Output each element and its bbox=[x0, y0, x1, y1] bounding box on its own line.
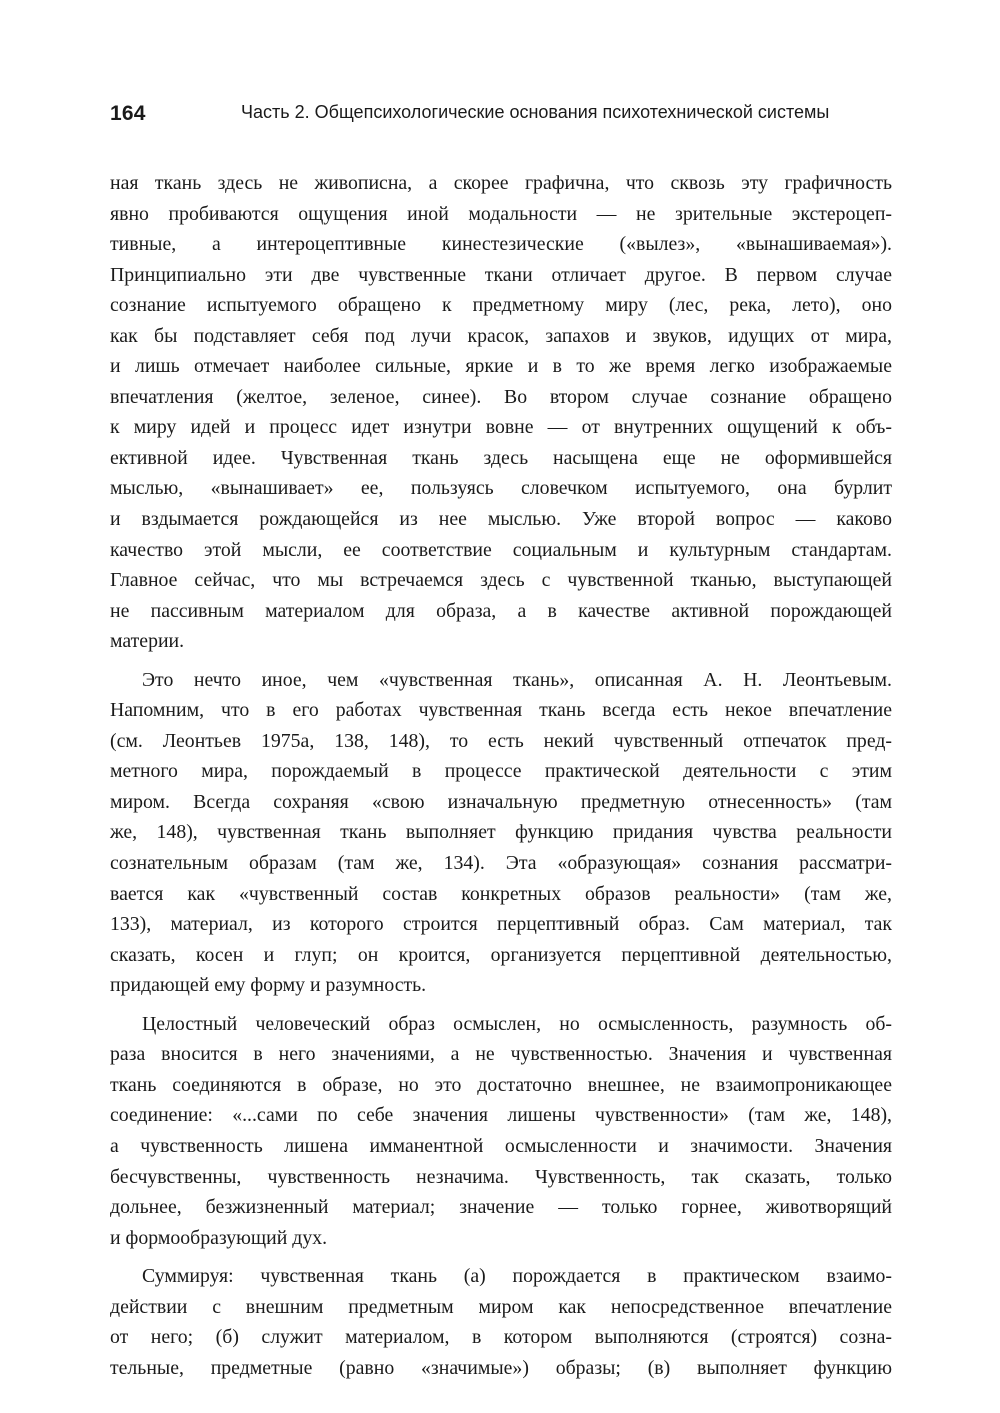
text-line: сознательным образам (там же, 134). Эта «образующая» сознания рассматри- bbox=[110, 852, 892, 875]
text-line: Принципиально эти две чувственные ткани отличает другое. В первом случае bbox=[110, 263, 892, 286]
text-line: к миру идей и процесс идет изнутри вовне — от внутренних ощущений к объ- bbox=[110, 416, 892, 439]
text-line: как бы подставляет себя под лучи красок, запахов и звуков, идущих от мира, bbox=[110, 324, 892, 347]
text-line: же, 148), чувственная ткань выполняет функцию придания чувства реальности bbox=[110, 821, 892, 844]
text-line: 133), материал, из которого строится перцептивный образ. Сам материал, так bbox=[110, 913, 892, 936]
text-line: (см. Леонтьев 1975а, 138, 148), то есть некий чувственный отпечаток пред- bbox=[110, 729, 892, 752]
text-line: миром. Всегда сохраняя «свою изначальную предметную отнесенность» (там bbox=[110, 790, 892, 813]
text-line: Целостный человеческий образ осмыслен, но осмысленность, разумность об- bbox=[142, 1012, 892, 1035]
text-line: ная ткань здесь не живописна, а скорее графична, что сквозь эту графичность bbox=[110, 172, 892, 194]
text-line: Суммируя: чувственная ткань (а) порождается в практическом взаимо- bbox=[142, 1265, 892, 1288]
text-line: раза вносится в него значениями, а не чувственностью. Значения и чувственная bbox=[110, 1043, 892, 1066]
text-line: Главное сейчас, что мы встречаемся здесь с чувственной тканью, выступающей bbox=[110, 569, 892, 592]
text-line: от него; (б) служит материалом, в котором выполняются (строятся) созна- bbox=[110, 1326, 892, 1349]
text-line: дольнее, безжизненный материал; значение — только горнее, животворящий bbox=[110, 1196, 892, 1219]
text-line: не пассивным материалом для образа, а в качестве активной порождающей bbox=[110, 599, 892, 622]
text-line: тивные, а интероцептивные кинестезические («вылез», «вынашиваемая»). bbox=[110, 233, 892, 256]
text-line: впечатления (желтое, зеленое, синее). Во втором случае сознание обращено bbox=[110, 385, 892, 408]
text-line: ткань соединяются в образе, но это достаточно внешнее, не взаимопроникающее bbox=[110, 1073, 892, 1096]
text-line: Это нечто иное, чем «чувственная ткань», описанная А. Н. Леонтьевым. bbox=[142, 668, 892, 691]
text-line: качество этой мысли, ее соответствие социальным и культурным стандартам. bbox=[110, 538, 892, 561]
body-text bbox=[110, 168, 892, 1383]
paragraph bbox=[110, 665, 892, 1001]
text-line: придающей ему форму и разумность. bbox=[110, 974, 427, 997]
text-line: и формообразующий дух. bbox=[110, 1226, 328, 1249]
paragraph bbox=[110, 168, 892, 657]
page-number: 164 bbox=[110, 102, 146, 125]
paragraph bbox=[110, 1009, 892, 1253]
paragraph bbox=[110, 1261, 892, 1383]
text-line: вается как «чувственный состав конкретных образов реальности» (там же, bbox=[110, 882, 892, 905]
text-line: соединение: «...сами по себе значения лишены чувственности» (там же, 148), bbox=[110, 1104, 892, 1127]
text-line: метного мира, порождаемый в процессе практической деятельности с этим bbox=[110, 760, 892, 783]
page-header bbox=[110, 96, 892, 136]
text-line: действии с внешним предметным миром как непосредственное впечатление bbox=[110, 1295, 892, 1318]
text-line: ективной идее. Чувственная ткань здесь насыщена еще не оформившейся bbox=[110, 446, 892, 469]
text-line: и лишь отмечает наиболее сильные, яркие и в то же время легко изображаемые bbox=[110, 355, 892, 378]
text-line: бесчувственны, чувственность незначима. Чувственность, так сказать, только bbox=[110, 1165, 892, 1188]
text-line: и вздымается рождающейся из нее мыслью. Уже второй вопрос — каково bbox=[110, 508, 892, 531]
text-line: сознание испытуемого обращено к предметному миру (лес, река, лето), оно bbox=[110, 294, 892, 317]
text-line: мыслью, «вынашивает» ее, пользуясь словечком испытуемого, она бурлит bbox=[110, 477, 892, 500]
text-line: явно пробиваются ощущения иной модальности — не зрительные экстероцеп- bbox=[110, 202, 892, 225]
running-title: Часть 2. Общепсихологические основания психотехнической системы bbox=[241, 102, 830, 122]
text-line: Напомним, что в его работах чувственная ткань всегда есть некое впечатление bbox=[110, 699, 892, 722]
text-line: материи. bbox=[110, 630, 185, 653]
text-line: тельные, предметные (равно «значимые») образы; (в) выполняет функцию bbox=[110, 1356, 892, 1379]
text-line: сказать, косен и глуп; он кроится, организуется перцептивной деятельностью, bbox=[110, 943, 892, 966]
text-line: а чувственность лишена имманентной осмысленности и значимости. Значения bbox=[110, 1134, 892, 1157]
